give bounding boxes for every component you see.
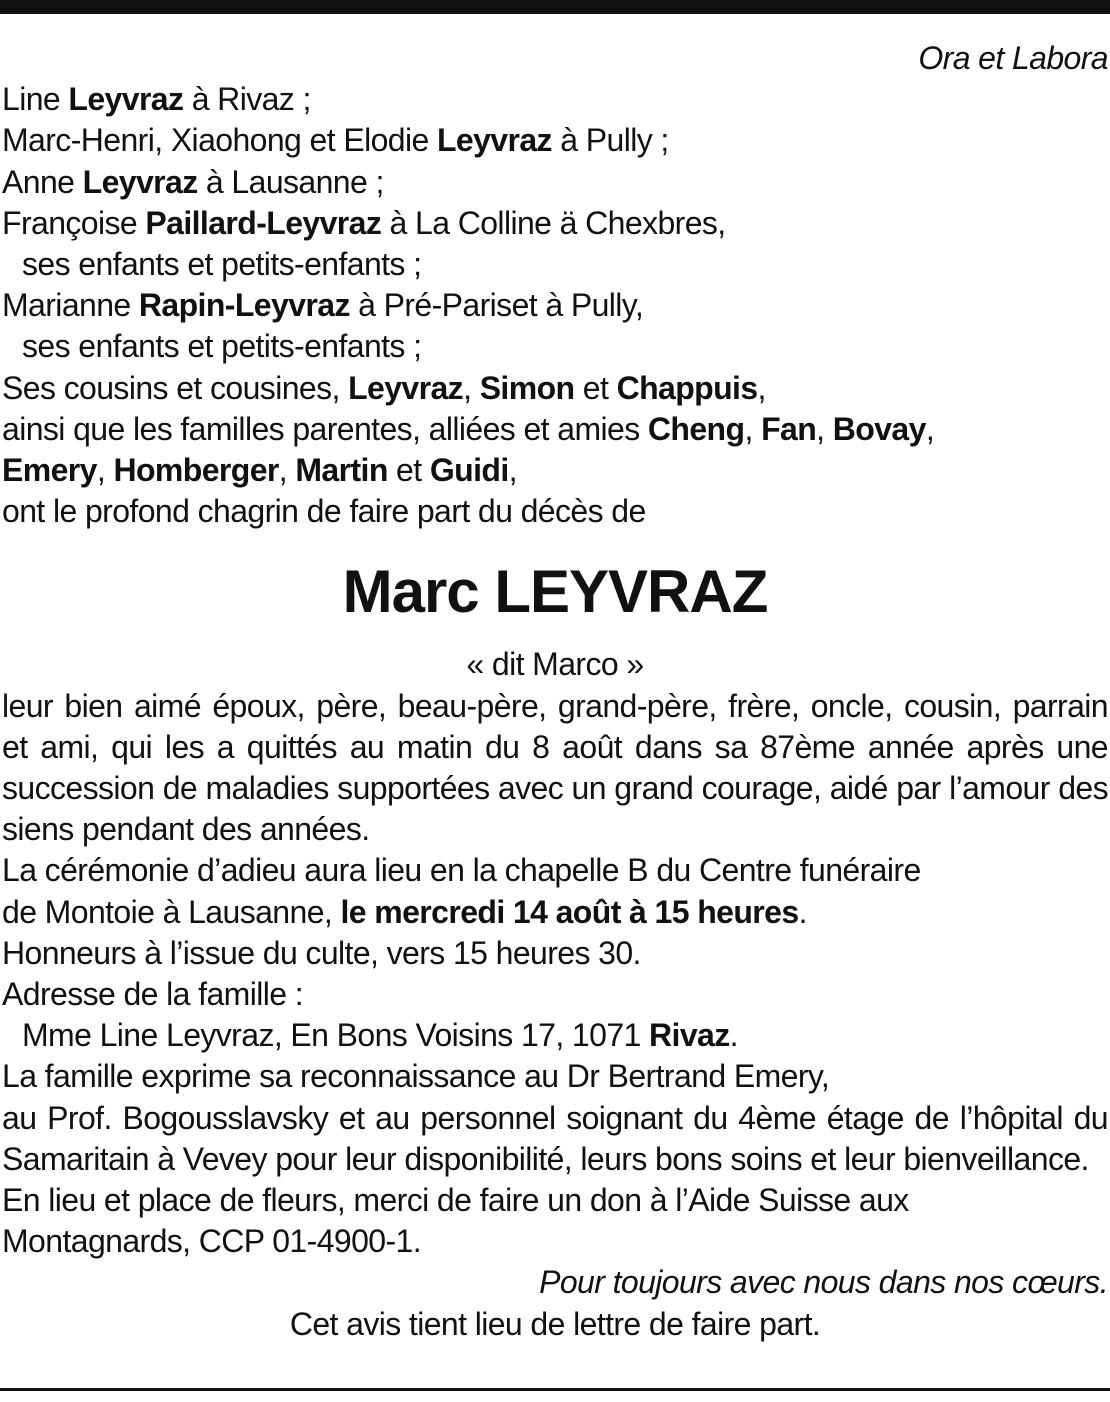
- family-text: et: [574, 369, 617, 406]
- family-text: Marianne: [2, 287, 139, 324]
- family-text: Marc-Henri, Xiaohong et Elodie: [2, 122, 437, 159]
- family-text: ,: [463, 369, 480, 406]
- family-surname: Leyvraz: [82, 163, 198, 200]
- family-line: [2, 203, 1108, 244]
- donation-line: En lieu et place de fleurs, merci de faire un don à l’Aide Suisse aux: [2, 1182, 909, 1219]
- family-surname: Rapin-Leyvraz: [138, 287, 350, 324]
- family-surname: Simon: [479, 369, 575, 406]
- thanks-line: La famille exprime sa reconnaissance au Dr Bertrand Emery,: [2, 1058, 830, 1095]
- ceremony-text: .: [798, 893, 807, 930]
- ceremony-date: le mercredi 14 août à 15 heures: [340, 893, 799, 930]
- family-surname: Leyvraz: [68, 81, 184, 118]
- address-text: Mme Line Leyvraz, En Bons Voisins 17, 1071: [22, 1017, 650, 1054]
- donation-line: Montagnards, CCP 01-4900-1.: [2, 1223, 422, 1260]
- deceased-name: Marc LEYVRAZ: [342, 558, 768, 626]
- family-text: à Pully ;: [551, 122, 669, 159]
- family-text: à La Colline ä Chexbres,: [381, 204, 726, 241]
- family-text: ,: [816, 410, 833, 447]
- deceased-nickname: « dit Marco »: [466, 646, 644, 683]
- family-text: Ses cousins et cousines,: [2, 369, 349, 406]
- thanks-paragraph: au Prof. Bogousslavsky et au personnel soignant du 4ème étage de l’hôpital du Samaritain à Vevey pour leur disponibilité, leurs bons soins et leur bienveillance.: [2, 1099, 1108, 1177]
- family-line: [2, 120, 1108, 161]
- family-text: ,: [757, 369, 766, 406]
- family-line: [2, 409, 1108, 450]
- closing-phrase: Pour toujours avec nous dans nos cœurs.: [539, 1264, 1108, 1301]
- tribute-paragraph: leur bien aimé époux, père, beau-père, grand-père, frère, oncle, cousin, parrain et ami, qui les a quittés au matin du 8 août dans sa 87ème année après une succession de maladies supportées avec un grand courage, aidé par l’amour des siens pendant des années.: [2, 687, 1108, 848]
- family-line: [2, 368, 1108, 409]
- family-text: Françoise: [2, 204, 146, 241]
- family-text: ,: [96, 452, 114, 489]
- notice-content: [2, 38, 1108, 1345]
- family-text: ainsi que les familles parentes, alliées et amies: [2, 410, 648, 447]
- family-text: ,: [508, 452, 517, 489]
- family-text: à Pré-Pariset à Pully,: [349, 287, 644, 324]
- family-list: [2, 79, 1108, 532]
- motto: Ora et Labora: [918, 40, 1108, 76]
- family-surname: Leyvraz: [436, 122, 552, 159]
- family-line: [2, 79, 1108, 120]
- honours-line: Honneurs à l’issue du culte, vers 15 heures 30.: [2, 934, 641, 971]
- family-text: Line: [2, 81, 69, 118]
- family-surname: Cheng: [647, 410, 745, 447]
- family-text: Anne: [2, 163, 83, 200]
- family-surname: Leyvraz: [348, 369, 464, 406]
- bottom-rule: [0, 1388, 1110, 1391]
- family-surname: Bovay: [832, 410, 926, 447]
- family-text: ,: [744, 410, 762, 447]
- family-address: [2, 1015, 1108, 1056]
- family-text: à Rivaz ;: [183, 81, 311, 118]
- family-line: ont le profond chagrin de faire part du décès de: [2, 493, 646, 530]
- family-line: [2, 162, 1108, 203]
- notice-phrase: Cet avis tient lieu de lettre de faire part.: [289, 1305, 821, 1342]
- address-label: Adresse de la famille :: [2, 976, 304, 1013]
- family-surname: Emery: [2, 452, 97, 489]
- family-text: et: [387, 452, 430, 489]
- family-surname: Paillard-Leyvraz: [145, 204, 382, 241]
- family-surname: Chappuis: [616, 369, 758, 406]
- family-surname: Fan: [761, 410, 817, 447]
- ceremony-text: de Montoie à Lausanne,: [2, 893, 341, 930]
- family-text: ,: [278, 452, 296, 489]
- family-surname: Homberger: [113, 452, 279, 489]
- ceremony-line: [2, 892, 1108, 933]
- address-town: Rivaz: [649, 1017, 730, 1054]
- top-rule: [0, 0, 1110, 14]
- family-line: [2, 285, 1108, 326]
- family-text: ,: [925, 410, 935, 447]
- family-text: à Lausanne ;: [197, 163, 384, 200]
- family-surname: Martin: [295, 452, 388, 489]
- ceremony-line: La cérémonie d’adieu aura lieu en la chapelle B du Centre funéraire: [2, 852, 921, 889]
- family-line: ses enfants et petits-enfants ;: [22, 328, 422, 365]
- family-line: ses enfants et petits-enfants ;: [22, 246, 422, 283]
- family-line: [2, 450, 1108, 491]
- family-surname: Guidi: [429, 452, 509, 489]
- address-text: .: [729, 1017, 738, 1054]
